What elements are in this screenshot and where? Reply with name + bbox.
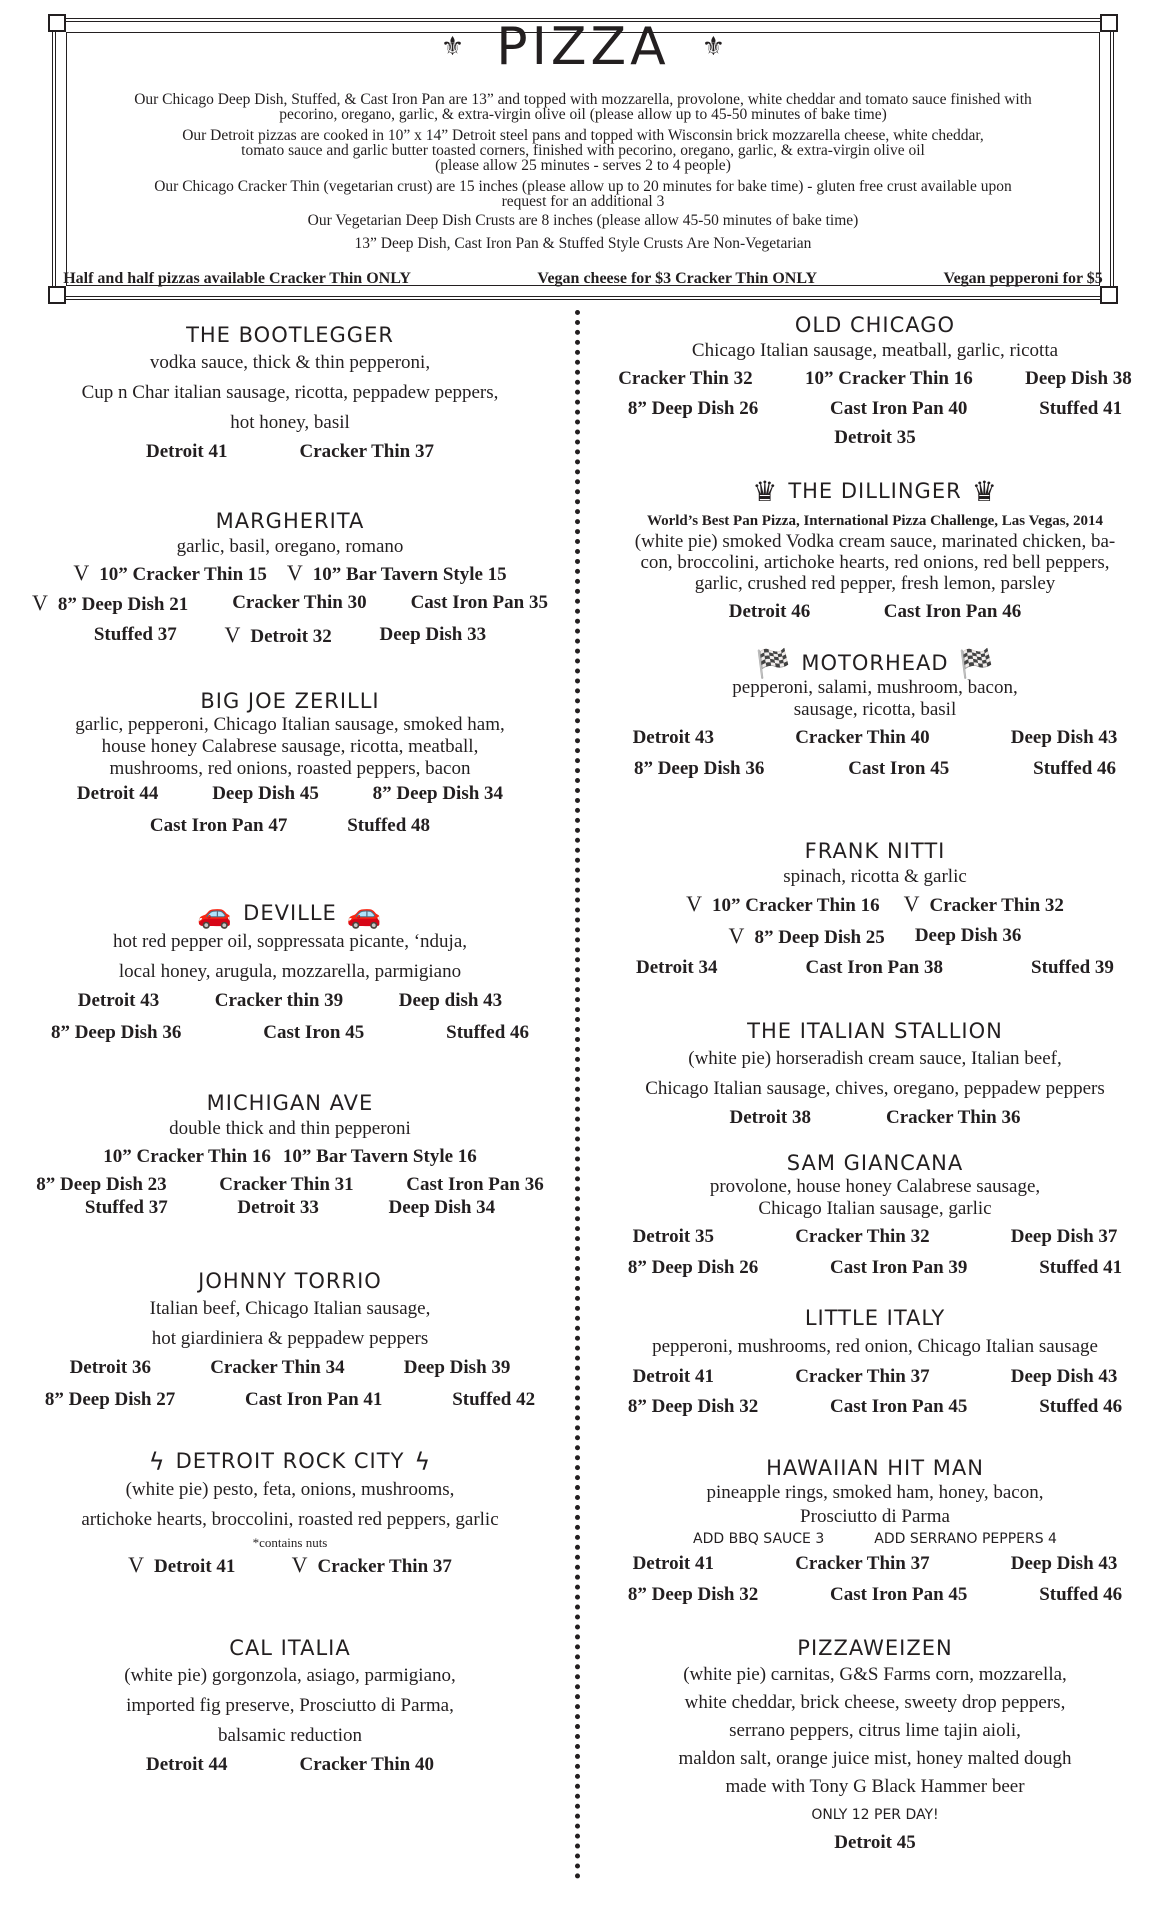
price-row [10,438,570,466]
desc-line: garlic, crushed red pepper, fresh lemon, parsley [694,573,1056,594]
desc-line: (white pie) carnitas, G&S Farms corn, mozzarella, [683,1664,1067,1685]
menu-item-little-italy [592,1305,1158,1423]
item-desc [592,1044,1158,1104]
desc-line: local honey, arugula, mozzarella, parmigiano [118,961,462,982]
vegetarian-icon: V [291,1552,308,1577]
header-line: Our Chicago Cracker Thin (vegetarian crust) are 15 inches (please allow up to 20 minutes for bake time) - gluten free crust available upon [154,178,1012,195]
item-desc [592,677,1158,721]
price: Stuffed 41 [1039,1257,1123,1278]
award-line: World’s Best Pan Pizza, International Pizza Challenge, Las Vegas, 2014 [646,513,1104,529]
price-row [10,1197,570,1219]
item-name: DETROIT ROCK CITY [175,1449,405,1473]
price-row [592,1549,1158,1579]
header-line: request for an additional 3 [501,193,665,210]
price: Stuffed 41 [1039,398,1123,419]
item-desc: Chicago Italian sausage, meatball, garlic, ricotta [691,340,1059,361]
price-row [592,1363,1158,1391]
menu-item-frank-nitti [592,838,1158,983]
price [32,589,188,619]
item-desc: garlic, basil, oregano, romano [176,536,404,557]
price: Deep Dish 37 [1010,1226,1118,1247]
price: Detroit 44 [76,783,159,804]
desc-line: (white pie) pesto, feta, onions, mushrooms, [125,1479,455,1500]
price [73,559,267,589]
menu-item-hawaiian-hit-man [592,1455,1158,1611]
price: Cracker Thin 30 [232,592,367,613]
desc-line: garlic, pepperoni, Chicago Italian sausage, smoked ham, [75,714,505,735]
item-name: SAM GIANCANA [786,1151,964,1175]
item-desc: spinach, ricotta & garlic [783,866,967,887]
vegetarian-icon: V [686,891,702,916]
checkered-flag-icon: 🏁 [958,647,995,680]
desc-line: maldon salt, orange juice mist, honey malted dough [678,1748,1072,1769]
checkered-flag-icon: 🏁 [755,647,792,680]
price: Detroit 44 [146,1754,228,1775]
price [729,921,885,953]
price-row [10,1551,570,1581]
desc-line: mushrooms, red onions, roasted peppers, bacon [109,758,471,779]
price-row [592,1579,1158,1611]
add-on: ADD BBQ SAUCE 3 [693,1531,825,1547]
price: Stuffed 46 [446,1022,530,1043]
price: Stuffed 46 [1039,1396,1123,1417]
item-name: CAL ITALIA [229,1636,351,1660]
price-row [10,987,570,1015]
item-desc [10,927,570,987]
header-line: Our Vegetarian Deep Dish Crusts are 8 inches (please allow 45-50 minutes of bake time) [307,212,859,229]
item-desc [10,1661,570,1751]
price-row [592,395,1158,423]
price-row [592,598,1158,626]
price-row [592,953,1158,983]
vegetarian-icon: V [224,622,241,647]
price: Deep Dish 34 [388,1197,496,1218]
price [287,559,507,589]
item-name: HAWAIIAN HIT MAN [766,1456,984,1480]
item-desc [592,1661,1158,1801]
price-text: Cracker Thin 37 [317,1556,452,1577]
half-and-half-note: Half and half pizzas available Cracker Thin ONLY [63,270,411,287]
header-line: 13” Deep Dish, Cast Iron Pan & Stuffed Style Crusts Are Non-Vegetarian [354,235,812,252]
menu-item-detroit-rock-city [10,1448,570,1581]
price-row [592,921,1158,953]
menu-item-the-dillinger [592,475,1158,626]
vegetarian-icon: V [31,590,48,615]
flourish-icon: ⚜ [440,32,465,61]
desc-line: Prosciutto di Parma [800,1506,950,1527]
price: 8” Deep Dish 27 [44,1389,176,1410]
price: 8” Deep Dish 34 [372,783,504,804]
menu-item-bootlegger [10,322,570,466]
title-row [0,18,1166,76]
desc-line: Chicago Italian sausage, garlic [758,1198,992,1219]
item-desc [10,1294,570,1354]
desc-line: house honey Calabrese sausage, ricotta, meatball, [101,736,479,757]
price: Cracker Thin 31 [219,1174,354,1195]
price: 10” Cracker Thin 16 [103,1146,271,1167]
item-name: PIZZAWEIZEN [797,1636,953,1660]
item-name-row [592,475,1158,508]
header-notes [0,270,1166,288]
lightning-icon: ϟ [414,1448,432,1476]
price: 10” Cracker Thin 16 [805,368,973,389]
item-name: LITTLE ITALY [804,1306,946,1330]
desc-line: pineapple rings, smoked ham, honey, bacon, [706,1482,1044,1503]
menu-item-motorhead [592,647,1158,783]
price-row [592,423,1158,453]
item-desc [592,1176,1158,1220]
desc-line: Cup n Char italian sausage, ricotta, peppadew peppers, [81,382,499,403]
item-desc [592,531,1158,594]
add-on: ADD SERRANO PEPPERS 4 [874,1531,1057,1547]
menu-item-old-chicago [592,312,1158,453]
column-divider [575,310,580,1880]
price-text: Detroit 32 [250,626,332,647]
crown-icon: ♛ [752,475,779,508]
price: Cast Iron Pan 45 [830,1584,968,1605]
price: 8” Deep Dish 32 [627,1396,759,1417]
vegetarian-icon: V [286,560,303,585]
menu-item-sam-giancana [592,1150,1158,1282]
price: Cast Iron Pan 41 [245,1389,383,1410]
price-row [592,889,1158,921]
price: Cracker Thin 34 [210,1357,345,1378]
desc-line: hot red pepper oil, soppressata picante, ‘nduja, [112,931,468,952]
vegan-pepperoni-note: Vegan pepperoni for $5 [943,270,1103,287]
item-desc: double thick and thin pepperoni [169,1118,411,1139]
price: Cast Iron Pan 40 [830,398,968,419]
desc-line: con, broccolini, artichoke hearts, red onions, red bell peppers, [640,552,1110,573]
item-name: MOTORHEAD [801,651,949,675]
item-name: THE ITALIAN STALLION [747,1019,1003,1043]
price: Detroit 43 [77,990,160,1011]
price: Detroit 41 [632,1366,715,1387]
vegetarian-icon: V [128,1552,144,1577]
price: Cast Iron Pan 47 [149,815,288,836]
page-title: PIZZA [496,17,670,77]
price: Detroit 45 [834,1832,916,1853]
price-row [10,1386,570,1414]
price: Cast Iron Pan 38 [805,957,943,978]
price: 8” Deep Dish 36 [50,1022,182,1043]
menu-item-cal-italia [10,1635,570,1779]
car-icon: 🚗 [346,897,383,930]
price: Deep Dish 43 [1010,1553,1118,1574]
price-row [10,812,570,840]
desc-line: vodka sauce, thick & thin pepperoni, [149,352,431,373]
price [224,621,331,651]
price: Cracker Thin 32 [618,368,753,389]
price-text: 8” Deep Dish 21 [57,594,189,615]
vegetarian-icon: V [73,560,90,585]
price: Deep Dish 39 [403,1357,511,1378]
price-row [10,559,570,589]
desc-line: Chicago Italian sausage, chives, oregano, peppadew peppers [645,1078,1105,1099]
price-row [592,1220,1158,1254]
desc-line: serrano peppers, citrus lime tajin aioli, [729,1720,1021,1741]
price-text: Cracker Thin 32 [929,895,1064,916]
menu-item-big-joe-zerilli [10,688,570,840]
item-name-row [592,647,1158,680]
price-row [592,363,1158,395]
menu-item-michigan-ave [10,1090,570,1219]
item-name: FRANK NITTI [804,839,946,863]
price [904,889,1064,921]
price-row [10,1173,570,1197]
price: Detroit 46 [728,601,811,622]
price-row [10,780,570,808]
price: Stuffed 48 [347,815,431,836]
desc-line: balsamic reduction [217,1725,363,1746]
price: Cracker thin 39 [214,990,344,1011]
price: Detroit 38 [729,1107,811,1128]
header-line: tomato sauce and garlic butter toasted corners, finished with pecorino, oregano, garlic, & extra-virgin olive oil [241,142,925,159]
vegetarian-icon: V [728,923,745,948]
item-name-row [10,897,570,930]
price-row [592,1104,1158,1132]
price: Cast Iron 45 [263,1022,365,1043]
flourish-icon: ⚜ [701,32,726,61]
menu-item-pizzaweizen [592,1635,1158,1857]
price: Deep dish 43 [398,990,503,1011]
header-line: Our Detroit pizzas are cooked in 10” x 14” Detroit steel pans and topped with Wisconsin brick mozzarella cheese, white cheddar, [182,127,984,144]
desc-line: white cheddar, brick cheese, sweety drop peppers, [684,1692,1066,1713]
price: Cast Iron Pan 46 [883,601,1022,622]
price: Detroit 34 [636,957,718,978]
price: Detroit 35 [632,1226,715,1247]
vegan-cheese-note: Vegan cheese for $3 Cracker Thin ONLY [537,270,818,287]
price: Stuffed 42 [452,1389,536,1410]
price-row [592,1391,1158,1423]
header-line: (please allow 25 minutes - serves 2 to 4 people) [435,157,731,174]
lightning-icon: ϟ [148,1448,166,1476]
car-icon: 🚗 [197,897,234,930]
price-text: 10” Cracker Thin 15 [99,564,267,585]
corner-ornament [1100,286,1118,304]
price: Detroit 36 [69,1357,152,1378]
menu-item-deville [10,897,570,1047]
price-row [10,1354,570,1382]
desc-line: hot giardiniera & peppadew peppers [151,1328,429,1349]
desc-line: (white pie) smoked Vodka cream sauce, marinated chicken, ba- [634,531,1116,552]
price: Stuffed 46 [1039,1584,1123,1605]
item-name: JOHNNY TORRIO [198,1269,382,1293]
price-row [592,755,1158,783]
price-row [10,1751,570,1779]
header-line: pecorino, oregano, garlic, & extra-virgin olive oil (please allow up to 45-50 minutes of bake time) [279,106,887,123]
price: Cracker Thin 37 [795,1366,930,1387]
price: Stuffed 37 [84,1197,168,1218]
price-text: 10” Cracker Thin 16 [711,895,880,916]
menu-item-johnny-torrio [10,1268,570,1414]
price [686,889,880,921]
item-name: THE DILLINGER [788,479,962,503]
crown-icon: ♛ [971,475,998,508]
item-desc [10,348,570,438]
price: 10” Bar Tavern Style 16 [282,1146,477,1167]
price: Cracker Thin 32 [795,1226,930,1247]
price-row [592,1254,1158,1282]
desc-line: made with Tony G Black Hammer beer [725,1776,1025,1797]
menu-item-italian-stallion [592,1018,1158,1132]
price: Cracker Thin 40 [795,727,930,748]
price: 8” Deep Dish 26 [627,1257,759,1278]
desc-line: (white pie) horseradish cream sauce, Italian beef, [688,1048,1062,1069]
desc-line: artichoke hearts, broccolini, roasted red peppers, garlic [81,1509,499,1530]
price: Deep Dish 38 [1025,368,1132,389]
price: Cast Iron Pan 45 [830,1396,968,1417]
price: Detroit 41 [632,1553,715,1574]
add-ons [592,1529,1158,1549]
item-desc: pepperoni, mushrooms, red onion, Chicago Italian sausage [652,1336,1098,1357]
price: Cracker Thin 36 [886,1107,1021,1128]
price: Cracker Thin 37 [299,441,434,462]
desc-line: hot honey, basil [230,412,350,433]
price: Cast Iron Pan 39 [830,1257,968,1278]
item-name: DEVILLE [243,901,337,925]
item-desc [10,1475,570,1535]
price-row [592,1829,1158,1857]
price: 8” Deep Dish 23 [36,1174,167,1195]
price-text: 8” Deep Dish 25 [754,927,885,948]
nuts-note: *contains nuts [252,1535,328,1550]
price: Stuffed 39 [1031,957,1114,978]
price [128,1551,235,1581]
item-desc [10,714,570,780]
item-name: MARGHERITA [215,509,365,533]
price: 8” Deep Dish 26 [627,398,759,419]
item-name-row [10,1448,570,1475]
price-row [10,1019,570,1047]
header-description [6,92,1160,251]
price: Detroit 43 [632,727,715,748]
price: Cast Iron Pan 35 [410,592,548,613]
desc-line: sausage, ricotta, basil [793,699,957,720]
desc-line: (white pie) gorgonzola, asiago, parmigiano, [124,1665,456,1686]
price: 8” Deep Dish 36 [633,758,765,779]
price: Cracker Thin 37 [795,1553,930,1574]
header-line: Our Chicago Deep Dish, Stuffed, & Cast Iron Pan are 13” and topped with mozzarella, provolone, white cheddar and tomato sauce finished with [134,91,1032,108]
desc-line: Italian beef, Chicago Italian sausage, [149,1298,431,1319]
price-row [10,1143,570,1171]
item-name: BIG JOE ZERILLI [200,689,380,713]
price: Deep Dish 45 [212,783,319,804]
item-desc [592,1481,1158,1529]
desc-line: provolone, house honey Calabrese sausage, [709,1176,1041,1197]
price-text: 10” Bar Tavern Style 15 [312,564,507,585]
price: Detroit 41 [146,441,228,462]
price-row [10,589,570,619]
price: Deep Dish 33 [379,624,487,645]
item-name: OLD CHICAGO [794,313,956,337]
item-name: MICHIGAN AVE [206,1091,374,1115]
price-text: Detroit 41 [153,1556,236,1577]
price: Deep Dish 36 [914,925,1022,946]
price: Stuffed 46 [1033,758,1117,779]
price: Cast Iron Pan 36 [406,1174,544,1195]
vegetarian-icon: V [903,891,920,916]
desc-line: imported fig preserve, Prosciutto di Parma, [126,1695,454,1716]
price: Deep Dish 43 [1010,1366,1118,1387]
price-row [10,621,570,651]
price: Detroit 35 [834,427,916,448]
price: 8” Deep Dish 32 [627,1584,759,1605]
price [292,1551,452,1581]
menu-item-margherita [10,508,570,651]
price: Stuffed 37 [93,624,177,645]
desc-line: pepperoni, salami, mushroom, bacon, [732,677,1018,698]
price: Cracker Thin 40 [299,1754,434,1775]
price: Cast Iron 45 [848,758,950,779]
price: Deep Dish 43 [1010,727,1118,748]
limited-note: ONLY 12 PER DAY! [811,1807,939,1823]
price-row [592,721,1158,755]
item-name: THE BOOTLEGGER [186,323,394,347]
corner-ornament [48,286,66,304]
price: Detroit 33 [237,1197,319,1218]
